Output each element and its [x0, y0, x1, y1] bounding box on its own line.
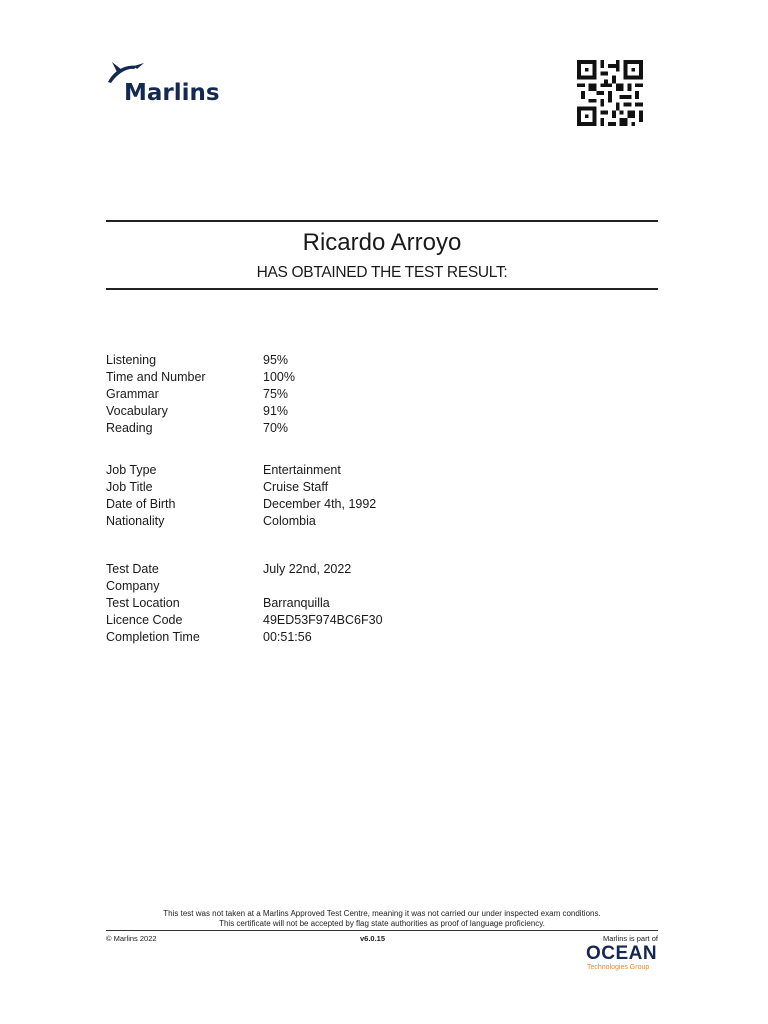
field-label: Date of Birth	[106, 497, 176, 511]
test-info-row	[106, 629, 606, 646]
field-label: Completion Time	[106, 630, 200, 644]
qr-code-icon	[576, 60, 644, 126]
field-label: Test Date	[106, 562, 159, 576]
field-value: Colombia	[263, 514, 316, 528]
copyright: © Marlins 2022	[106, 934, 157, 943]
field-label: Vocabulary	[106, 404, 168, 418]
field-label: Grammar	[106, 387, 159, 401]
field-label: Listening	[106, 353, 157, 367]
test-info-section	[106, 561, 606, 646]
test-info-row	[106, 561, 606, 578]
field-label: Test Location	[106, 596, 180, 610]
footer-rule	[106, 930, 658, 931]
test-info-row	[106, 595, 606, 612]
field-label: Company	[106, 579, 160, 593]
score-row	[106, 386, 606, 403]
profile-row	[106, 496, 606, 513]
field-value: Barranquilla	[263, 596, 330, 610]
marlins-logo	[104, 60, 234, 104]
score-row	[106, 420, 606, 437]
test-info-row	[106, 578, 606, 595]
field-value: 49ED53F974BC6F30	[263, 613, 383, 627]
field-value: 95%	[263, 353, 289, 367]
score-row	[106, 369, 606, 386]
field-label: Reading	[106, 421, 153, 435]
field-label: Licence Code	[106, 613, 183, 627]
ocean-logo-subtitle: Technologies Group	[587, 964, 650, 971]
profile-row	[106, 479, 606, 496]
field-value: Entertainment	[263, 463, 341, 477]
test-info-row	[106, 612, 606, 629]
field-value: Cruise Staff	[263, 480, 329, 494]
title-rule-bottom	[106, 288, 658, 290]
field-label: Time and Number	[106, 370, 206, 384]
field-value: 70%	[263, 421, 289, 435]
ocean-logo-text: OCEAN	[586, 943, 658, 964]
candidate-name: Ricardo Arroyo	[302, 229, 462, 256]
brand-name: Marlins	[124, 80, 220, 104]
disclaimer-line: This certificate will not be accepted by flag state authorities as proof of language proficiency.	[219, 919, 545, 928]
score-row	[106, 352, 606, 369]
part-of-label: Marlins is part of	[602, 934, 658, 943]
profile-row	[106, 513, 606, 530]
field-label: Nationality	[106, 514, 165, 528]
field-value: 100%	[263, 370, 295, 384]
field-label: Job Type	[106, 463, 157, 477]
profile-section	[106, 462, 606, 530]
score-row	[106, 403, 606, 420]
version-label: v6.0.15	[360, 934, 386, 943]
field-value: 00:51:56	[263, 630, 312, 644]
profile-row	[106, 462, 606, 479]
field-value: December 4th, 1992	[263, 497, 377, 511]
field-value	[263, 578, 606, 595]
disclaimer	[106, 909, 658, 929]
field-value: 91%	[263, 404, 289, 418]
scores-section	[106, 352, 606, 437]
disclaimer-line: This test was not taken at a Marlins Approved Test Centre, meaning it was not carried our under inspected exam conditions.	[163, 909, 601, 918]
title-rule-top	[106, 220, 658, 222]
marlin-fish-icon	[104, 60, 234, 104]
field-label: Job Title	[106, 480, 153, 494]
result-subtitle: HAS OBTAINED THE TEST RESULT:	[256, 264, 508, 281]
field-value: July 22nd, 2022	[263, 562, 352, 576]
field-value: 75%	[263, 387, 289, 401]
